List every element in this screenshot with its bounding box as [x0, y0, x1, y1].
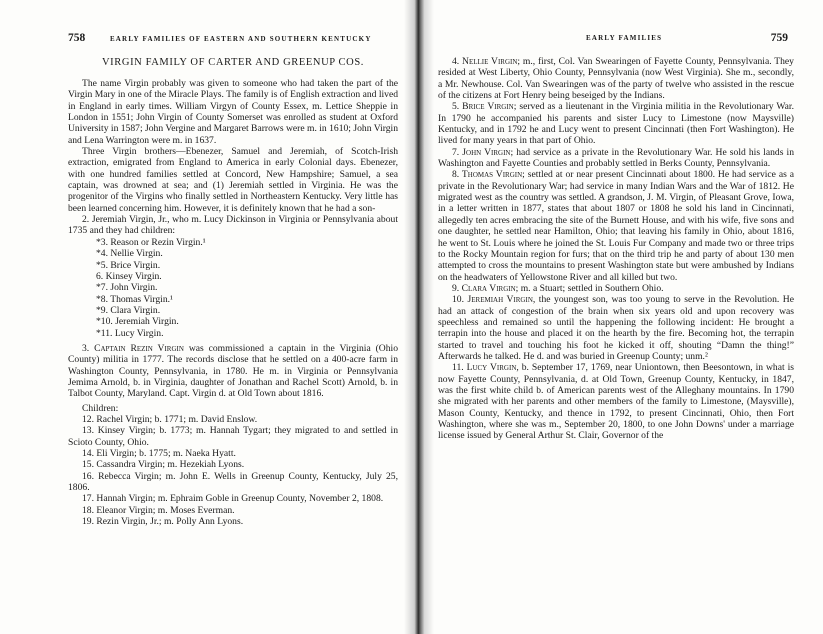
- family-entry: [438, 283, 794, 294]
- list-item: *4. Nellie Virgin.: [96, 248, 163, 260]
- list-item: *9. Clara Virgin.: [96, 304, 161, 316]
- list-item: *7. John Virgin.: [96, 282, 158, 294]
- list-item: *11. Lucy Virgin.: [96, 327, 164, 339]
- right-running-head: EARLY FAMILIES: [586, 34, 663, 42]
- right-page-number: 759: [770, 32, 788, 44]
- children-label: Children:: [82, 402, 119, 414]
- rezin-children-list: [68, 414, 398, 527]
- family-entry: [438, 169, 794, 282]
- right-page-header: [440, 31, 800, 45]
- family-entry: [438, 147, 794, 170]
- brothers-paragraph: Three Virgin brothers—Ebenezer, Samuel and Jeremiah, of Scotch-Irish extraction, emigrated from England to America in early Colonial days. Ebenezer, with one hundred families settled at Concord, New Hampshire; Samuel, a sea captain, was drowned at sea; and (1) Jeremiah settled in Virginia. He was the progenitor of the Virgins who finally settled in Northeastern Kentucky. Very little has been learned concerning him. However, it is definitely known that he had a son-: [68, 146, 398, 214]
- entry-text: ; settled at or near present Cincinnati about 1800. He had service as a private in the Revolutionary War; had service in many Indian Wars and the War of 1812. He migrated west as the country was settled. A grandson, J. M. Virgin, of Pleasant Grove, Iowa, in a letter written in 1877, states that about 1807 or 1808 he sold his land in Cincinnati, allegedly ten acres embracing the site of the Burnett House, and with his wife, five sons and one daughter, he settled near Hamilton, Ohio; that leaving his family in Ohio, about 1816, he went to St. Louis where he joined the St. Louis Fur Company and made two or three trips to the Rocky Mountain region for furs; that on the third trip he and party of about 130 men attempted to cross the mountains to present Washington state but were ambushed by Indians on the headwaters of Yellowstone River and all killed but two.: [438, 169, 794, 283]
- right-page-body: [438, 56, 794, 442]
- entry-heading: 9. Clara Virgin: [452, 282, 516, 294]
- left-running-head: EARLY FAMILIES OF EASTERN AND SOUTHERN KENTUCKY: [109, 35, 372, 43]
- entry-text: ; served as a lieutenant in the Virginia militia in the Revolutionary War. In 1790 he accompanied his parents and sister Lucy to Limestone (now Maysville) Kentucky, and in 1792 he and Lucy went to present Cincinnati (then Fort Washington). He lived for many years in that part of Ohio.: [438, 101, 794, 147]
- list-item: 19. Rezin Virgin, Jr.; m. Polly Ann Lyons.: [82, 516, 244, 528]
- list-item: 14. Eli Virgin; b. 1775; m. Naeka Hyatt.: [82, 448, 236, 459]
- entry-heading: 5. Brice Virgin: [452, 101, 514, 113]
- family-entry: [438, 362, 794, 441]
- left-page-body: [68, 56, 398, 527]
- list-item: *10. Jeremiah Virgin.: [96, 316, 179, 328]
- list-item: 12. Rachel Virgin; b. 1771; m. David Enslow.: [82, 413, 258, 425]
- children-list: [68, 237, 398, 339]
- entry-text: , b. September 17, 1769, near Uniontown, then Beesontown, in what is now Fayette County, Pennsylvania, d. at Old Town, Greenup County, Kentucky, in 1847, was the first white child b. of American parents west of the Alleghany mountains. In 1790 she migrated with her parents and other members of the family to Limestone, (Maysville), Mason County, Kentucky, and thence in 1792, to present Cincinnati, Ohio, then Fort Washington, where she was m., September 20, 1800, to one John Downs' under a marriage license issued by General Arthur St. Clair, Governor of the: [438, 362, 795, 442]
- list-item: 18. Eleanor Virgin; m. Moses Everman.: [82, 504, 235, 516]
- list-item: 17. Hannah Virgin; m. Ephraim Goble in Greenup County, November 2, 1808.: [82, 493, 384, 505]
- list-item: *3. Reason or Rezin Virgin.¹: [96, 236, 206, 248]
- list-item: 16. Rebecca Virgin; m. John E. Wells in Greenup County, Kentucky, July 25, 1806.: [68, 470, 398, 494]
- intro-paragraph: The name Virgin probably was given to someone who had taken the part of the Virgin Mary in one of the Miracle Plays. The family is of English extraction and lived in England in early times. William Virgyn of County Essex, m. Lettice Sheppie in London in 1551; John Virgin of County Somerset was enrolled as student at Oxford University in 1587; John Vergine and Margaret Barrows were m. in 1610; John Virgin and Lena Warrington were m. in 1637.: [68, 78, 399, 146]
- list-item: *8. Thomas Virgin.¹: [96, 293, 173, 305]
- entry-heading: 10. Jeremiah Virgin: [452, 294, 533, 306]
- rezin-paragraph: [68, 343, 398, 400]
- family-entry: [438, 101, 794, 146]
- left-page-header: [68, 31, 398, 45]
- entry-text: ; had service as a private in the Revolutionary War. He sold his lands in Washington and Fayette Counties and probably settled in Berks County, Pennsylvania.: [438, 146, 794, 170]
- list-item: *5. Brice Virgin.: [96, 259, 161, 271]
- list-item: 15. Cassandra Virgin; m. Hezekiah Lyons.: [82, 459, 245, 471]
- list-item: 13. Kinsey Virgin; b. 1773; m. Hannah Tygart; they migrated to and settled in Scioto County, Ohio.: [68, 425, 398, 448]
- left-page-number: 758: [68, 32, 86, 44]
- entry-heading: 11. Lucy Virgin: [452, 362, 517, 374]
- entry-text: ; m., first, Col. Van Swearingen of Fayette County, Pennsylvania. They resided at West Liberty, Ohio County, Pennsylvania (now West Virginia). She m., secondly, a Mr. Newhouse. Col. Van Swearingen was of the party of twelve who assisted in the rescue of the citizens at Fort Henry being beseiged by the Indians.: [438, 56, 794, 102]
- family-entry: [438, 56, 794, 101]
- entry-text: ; m. a Stuart; settled in Southern Ohio.: [515, 282, 664, 294]
- jeremiah-jr-paragraph: 2. Jeremiah Virgin, Jr., who m. Lucy Dickinson in Virginia or Pennsylvania about 1735 and they had children:: [68, 214, 398, 237]
- family-entry: [438, 294, 794, 362]
- list-item: 6. Kinsey Virgin.: [96, 270, 162, 282]
- entry-heading: 4. Nellie Virgin: [452, 56, 518, 67]
- entry-heading: 7. John Virgin: [452, 146, 511, 158]
- section-title: VIRGIN FAMILY OF CARTER AND GREENUP COS.: [102, 57, 364, 68]
- entry-text: , the youngest son, was too young to serve in the Revolution. He had an attack of congestion of the brain when six years old and upon recovery was speechless and remained so until the happening the following incident: He brought a terrapin into the house and placed it on the hearth by the fire. Becoming hot, the terrapin started to travel and touching his foot he kicked it off, shouting “Damn the thing!” Afterwards he talked. He d. and was buried in Greenup County; unm.²: [438, 294, 794, 362]
- right-page: [412, 0, 823, 634]
- rezin-heading: 3. Captain Rezin Virgin: [82, 342, 184, 354]
- entry-heading: 8. Thomas Virgin: [452, 169, 523, 181]
- rezin-text: was commissioned a captain in the Virginia (Ohio County) militia in 1777. The records disclose that he settled on a 400-acre farm in Washington County, Pennsylvania, in 1780. He m. in Virginia or Pennsylvania Jemima Arnold, b. in Virginia, daughter of Jonathan and Rachel Scott) Arnold, b. in Talbot County, Maryland. Capt. Virgin d. at Old Town about 1816.: [68, 342, 398, 400]
